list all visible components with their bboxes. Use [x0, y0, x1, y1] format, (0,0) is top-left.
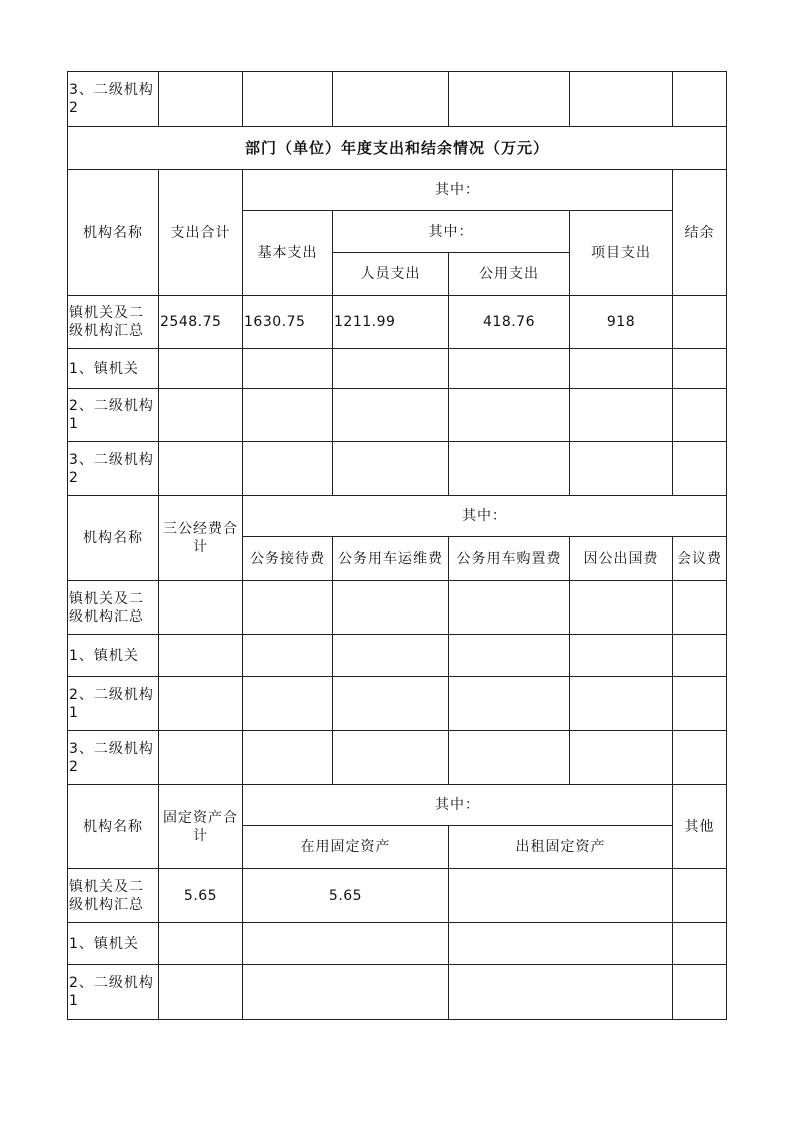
empty-cell — [159, 72, 243, 127]
public-cell — [449, 389, 570, 442]
table-row — [68, 869, 727, 923]
header-rented-assets: 出租固定资产 — [449, 826, 673, 869]
header-org-name: 机构名称 — [68, 170, 159, 296]
empty-cell — [159, 731, 243, 785]
empty-cell — [243, 731, 333, 785]
public-cell — [449, 442, 570, 496]
in-use-cell — [243, 923, 449, 965]
header-row — [68, 785, 727, 826]
personnel-cell: 1211.99 — [333, 296, 449, 349]
empty-cell — [243, 72, 333, 127]
empty-cell — [159, 635, 243, 677]
empty-cell — [673, 581, 727, 635]
public-cell: 418.76 — [449, 296, 570, 349]
empty-cell — [449, 731, 570, 785]
table-row — [68, 635, 727, 677]
table-row — [68, 581, 727, 635]
header-meeting-fee: 会议费 — [673, 537, 727, 581]
project-cell — [570, 349, 673, 389]
table-row — [68, 965, 727, 1020]
header-three-public-total: 三公经费合计 — [159, 496, 243, 581]
rented-cell — [449, 923, 673, 965]
basic-cell: 1630.75 — [243, 296, 333, 349]
empty-cell — [243, 677, 333, 731]
total-cell — [159, 389, 243, 442]
header-fixed-asset-total: 固定资产合计 — [159, 785, 243, 869]
table-row — [68, 389, 727, 442]
in-use-cell — [243, 965, 449, 1020]
basic-cell — [243, 389, 333, 442]
header-org-name: 机构名称 — [68, 785, 159, 869]
other-cell — [673, 965, 727, 1020]
balance-cell — [673, 389, 727, 442]
balance-cell — [673, 442, 727, 496]
table-row — [68, 923, 727, 965]
basic-cell — [243, 442, 333, 496]
total-cell — [159, 349, 243, 389]
header-of-which: 其中： — [243, 170, 673, 211]
balance-cell — [673, 349, 727, 389]
project-cell — [570, 442, 673, 496]
rented-cell — [449, 869, 673, 923]
total-cell: 5.65 — [159, 869, 243, 923]
header-in-use-assets: 在用固定资产 — [243, 826, 449, 869]
org-name-cell: 2、二级机构1 — [68, 965, 159, 1020]
rented-cell — [449, 965, 673, 1020]
org-name-cell: 1、镇机关 — [68, 635, 159, 677]
empty-cell — [159, 677, 243, 731]
empty-cell — [333, 581, 449, 635]
personnel-cell — [333, 349, 449, 389]
total-cell — [159, 965, 243, 1020]
empty-cell — [449, 635, 570, 677]
personnel-cell — [333, 442, 449, 496]
org-name-cell: 镇机关及二级机构汇总 — [68, 869, 159, 923]
personnel-cell — [333, 389, 449, 442]
empty-cell — [159, 581, 243, 635]
header-personnel-expense: 人员支出 — [333, 253, 449, 296]
header-total-expense: 支出合计 — [159, 170, 243, 296]
empty-cell — [673, 72, 727, 127]
org-name-cell: 3、二级机构2 — [68, 72, 159, 127]
project-cell: 918 — [570, 296, 673, 349]
org-name-cell: 镇机关及二级机构汇总 — [68, 581, 159, 635]
public-cell — [449, 349, 570, 389]
section-title-row — [68, 127, 727, 170]
empty-cell — [243, 581, 333, 635]
header-balance: 结余 — [673, 170, 727, 296]
header-of-which-sub: 其中： — [333, 211, 570, 253]
total-cell — [159, 442, 243, 496]
table-row — [68, 72, 727, 127]
org-name-cell: 1、镇机关 — [68, 923, 159, 965]
empty-cell — [673, 635, 727, 677]
in-use-cell: 5.65 — [243, 869, 449, 923]
header-other: 其他 — [673, 785, 727, 869]
empty-cell — [570, 72, 673, 127]
header-basic-expense: 基本支出 — [243, 211, 333, 296]
header-reception-fee: 公务接待费 — [243, 537, 333, 581]
empty-cell — [570, 581, 673, 635]
header-abroad-fee: 因公出国费 — [570, 537, 673, 581]
table-row — [68, 442, 727, 496]
empty-cell — [449, 677, 570, 731]
total-cell — [159, 923, 243, 965]
header-row — [68, 170, 727, 211]
total-cell: 2548.75 — [159, 296, 243, 349]
budget-table — [67, 71, 727, 1020]
table-row — [68, 677, 727, 731]
balance-cell — [673, 296, 727, 349]
header-car-ops-fee: 公务用车运维费 — [333, 537, 449, 581]
empty-cell — [570, 731, 673, 785]
empty-cell — [673, 731, 727, 785]
header-project-expense: 项目支出 — [570, 211, 673, 296]
empty-cell — [570, 635, 673, 677]
header-org-name: 机构名称 — [68, 496, 159, 581]
empty-cell — [449, 72, 570, 127]
other-cell — [673, 923, 727, 965]
header-public-expense: 公用支出 — [449, 253, 570, 296]
empty-cell — [570, 677, 673, 731]
empty-cell — [333, 677, 449, 731]
table-row — [68, 296, 727, 349]
header-row — [68, 496, 727, 537]
org-name-cell: 2、二级机构1 — [68, 677, 159, 731]
project-cell — [570, 389, 673, 442]
empty-cell — [449, 581, 570, 635]
header-car-purchase-fee: 公务用车购置费 — [449, 537, 570, 581]
empty-cell — [333, 72, 449, 127]
empty-cell — [243, 635, 333, 677]
basic-cell — [243, 349, 333, 389]
table-row — [68, 731, 727, 785]
org-name-cell: 镇机关及二级机构汇总 — [68, 296, 159, 349]
header-of-which: 其中： — [243, 496, 727, 537]
header-of-which: 其中： — [243, 785, 673, 826]
org-name-cell: 2、二级机构1 — [68, 389, 159, 442]
other-cell — [673, 869, 727, 923]
empty-cell — [673, 677, 727, 731]
empty-cell — [333, 731, 449, 785]
org-name-cell: 3、二级机构2 — [68, 731, 159, 785]
org-name-cell: 1、镇机关 — [68, 349, 159, 389]
table-row — [68, 349, 727, 389]
empty-cell — [333, 635, 449, 677]
org-name-cell: 3、二级机构2 — [68, 442, 159, 496]
section-title: 部门（单位）年度支出和结余情况（万元） — [68, 127, 727, 170]
